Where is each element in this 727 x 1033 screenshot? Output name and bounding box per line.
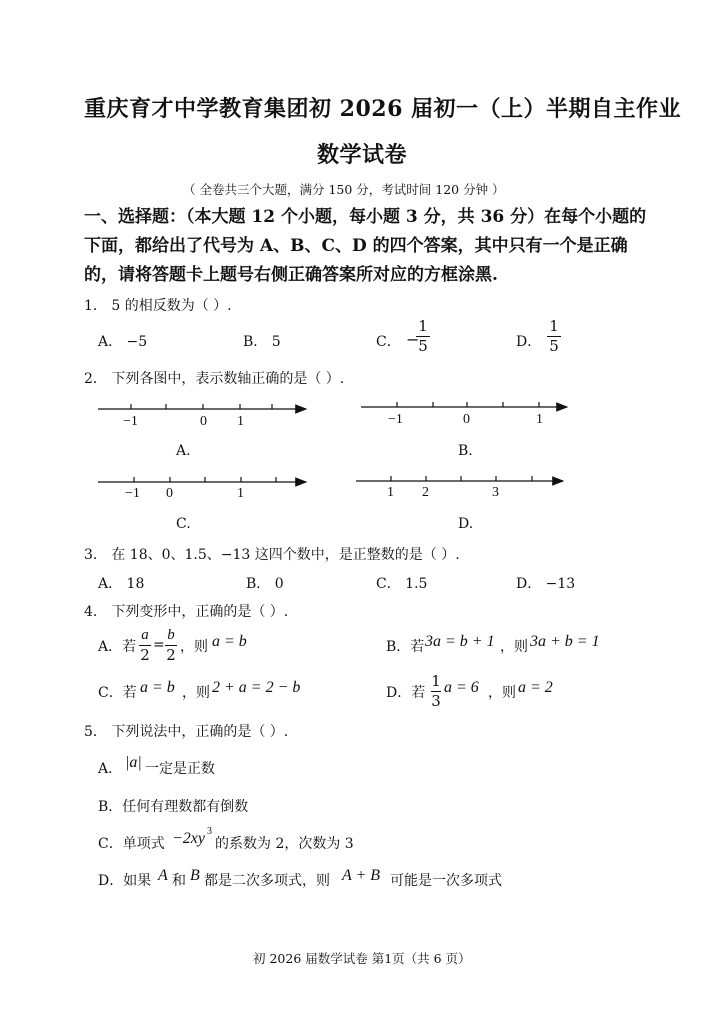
exam-title: 重庆育才中学教育集团初 2026 届初一（上）半期自主作业 — [84, 96, 682, 122]
q4-option-a-result: a = b — [212, 633, 247, 650]
q4-option-c-prefix: C．若 — [98, 685, 137, 701]
tick-label: −1 — [388, 412, 403, 427]
q3-option-c: C． 1.5 — [376, 576, 428, 592]
fraction-numerator: b — [167, 627, 175, 643]
tick-label: 1 — [237, 486, 244, 501]
q5-stem: 5． 下列说法中，正确的是（ ）. — [84, 724, 289, 740]
q5-option-b: B．任何有理数都有倒数 — [98, 799, 249, 815]
q3-option-d: D． −13 — [516, 576, 576, 592]
q1-option-d-fraction — [547, 318, 561, 355]
q1-option-c: C． — [376, 334, 401, 350]
q5-option-d-var-a: A — [158, 867, 168, 884]
tick-label: −1 — [125, 486, 140, 501]
q2-option-c-label: C. — [176, 516, 191, 532]
q5-option-c-exponent: 3 — [207, 826, 212, 837]
fraction-denominator: 5 — [549, 337, 559, 355]
q5-option-d-middle: 都是二次多项式，则 — [204, 873, 330, 889]
q5-option-d-and: 和 — [172, 873, 186, 889]
q4-option-c-then: ，则 — [182, 685, 210, 701]
q4-option-a-equals: = — [153, 637, 165, 653]
q1-option-a: A． −5 — [98, 334, 148, 350]
q5-option-d-var-b: B — [190, 867, 200, 884]
q2-number-lines — [0, 395, 727, 555]
fraction-denominator: 3 — [431, 692, 441, 710]
q5-option-c-prefix: C．单项式 — [98, 836, 165, 852]
q2-stem: 2． 下列各图中，表示数轴正确的是（ ）. — [84, 371, 345, 387]
tick-label: −1 — [123, 414, 138, 429]
number-line-c — [98, 477, 306, 501]
q3-option-a: A． 18 — [98, 576, 145, 592]
q5-option-a-expression: |a| — [125, 754, 142, 771]
fraction-numerator: a — [141, 627, 149, 643]
tick-label: 1 — [536, 412, 543, 427]
q5-option-a-text: 一定是正数 — [145, 761, 215, 777]
q5-option-c-text: 的系数为 2，次数为 3 — [215, 836, 354, 852]
tick-label: 2 — [422, 485, 429, 500]
fraction-denominator: 5 — [418, 337, 428, 355]
tick-label: 3 — [492, 485, 499, 500]
q1-stem: 1． 5 的相反数为（ ）. — [84, 298, 232, 314]
section1-line2: 下面，都给出了代号为 A、B、C、D 的四个答案，其中只有一个是正确 — [84, 236, 628, 256]
q4-option-d-result: a = 2 — [518, 679, 553, 696]
q4-stem: 4． 下列变形中，正确的是（ ）. — [84, 604, 289, 620]
q4-option-c-result: 2 + a = 2 − b — [212, 679, 301, 696]
q4-option-d-prefix: D．若 — [386, 685, 426, 701]
q4-option-a-fraction-b — [165, 627, 177, 664]
q3-stem: 3． 在 18、0、1.5、−13 这四个数中，是正整数的是（ ）. — [84, 547, 460, 563]
q5-option-a-prefix: A． — [98, 761, 123, 777]
q5-option-c-expression: −2xy — [172, 830, 205, 847]
q1-option-c-fraction — [416, 318, 430, 355]
page-footer: 初 2026 届数学试卷 第1页（共 6 页） — [253, 951, 471, 966]
tick-label: 0 — [166, 486, 173, 501]
number-line-a — [98, 404, 306, 429]
q1-option-d: D． — [516, 334, 542, 350]
q4-option-b-then: ，则 — [500, 639, 528, 655]
q4-option-b-condition: 3a = b + 1 — [425, 633, 495, 650]
fraction-numerator: 1 — [431, 672, 441, 690]
q2-option-b-label: B. — [458, 443, 473, 459]
q4-option-d-fraction — [431, 673, 441, 710]
fraction-numerator: 1 — [418, 317, 428, 335]
q4-option-a-fraction-a — [139, 627, 151, 664]
q4-option-d-then: ，则 — [488, 685, 516, 701]
tick-label: 1 — [387, 485, 394, 500]
exam-note: （ 全卷共三个大题，满分 150 分，考试时间 120 分钟 ） — [183, 182, 505, 197]
fraction-denominator: 2 — [166, 646, 176, 664]
q4-option-a-prefix: A．若 — [98, 639, 137, 655]
exam-subject: 数学试卷 — [317, 142, 408, 168]
tick-label: 0 — [463, 412, 470, 427]
q2-option-d-label: D. — [458, 516, 474, 532]
section1-line1: 一、选择题：（本大题 12 个小题，每小题 3 分，共 36 分）在每个小题的 — [84, 207, 647, 227]
fraction-numerator: 1 — [549, 317, 559, 335]
number-line-d — [356, 476, 563, 500]
q5-option-d-text: 可能是一次多项式 — [390, 873, 502, 889]
number-line-b — [361, 402, 567, 427]
q4-option-b-prefix: B．若 — [386, 639, 425, 655]
section1-line3: 的，请将答题卡上题号右侧正确答案所对应的方框涂黑. — [84, 265, 498, 285]
tick-label: 0 — [200, 414, 207, 429]
q5-option-d-sum: A + B — [342, 867, 381, 884]
q2-option-a-label: A. — [176, 443, 191, 459]
q4-option-d-condition: a = 6 — [444, 679, 479, 696]
q1-option-b: B． 5 — [243, 334, 281, 350]
tick-label: 1 — [237, 414, 244, 429]
q4-option-c-condition: a = b — [140, 679, 175, 696]
q4-option-a-then: ，则 — [180, 639, 208, 655]
q1-option-c-sign: − — [406, 330, 420, 349]
q3-option-b: B． 0 — [246, 576, 284, 592]
fraction-denominator: 2 — [140, 646, 150, 664]
q4-option-b-result: 3a + b = 1 — [530, 633, 600, 650]
q5-option-d-prefix: D．如果 — [98, 873, 152, 889]
